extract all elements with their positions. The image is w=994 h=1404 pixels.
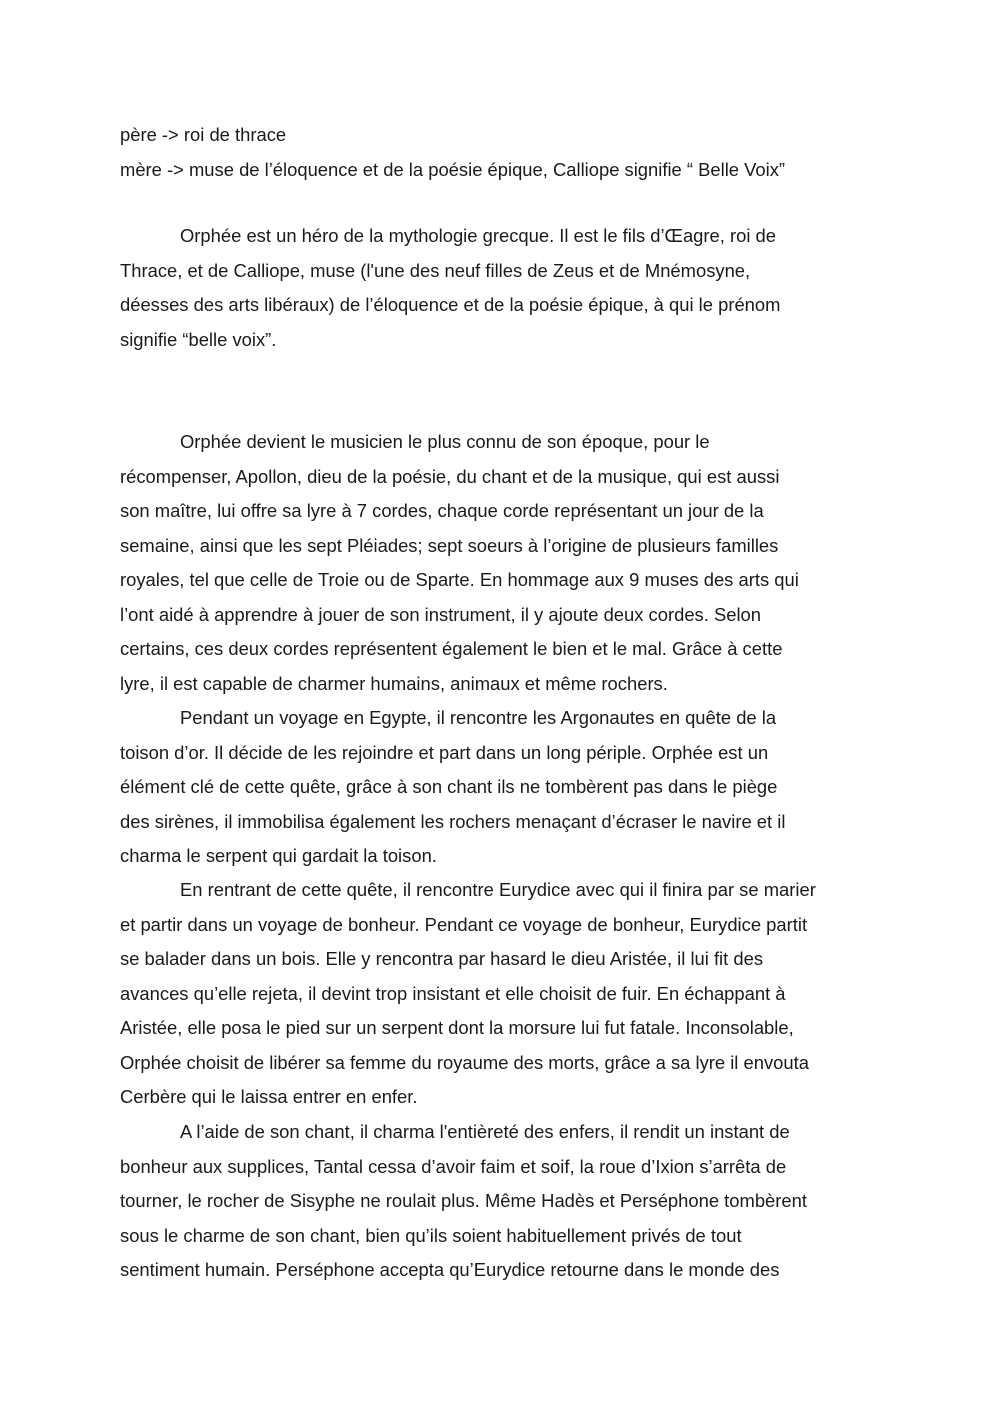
paragraph-line: avances qu’elle rejeta, il devint trop insistant et elle choisit de fuir. En échappant à bbox=[120, 982, 786, 1004]
paragraph-line: Cerbère qui le laissa entrer en enfer. bbox=[120, 1086, 418, 1107]
paragraph-intro bbox=[120, 219, 880, 357]
paragraph-line: semaine, ainsi que les sept Pléiades; sept soeurs à l’origine de plusieurs familles bbox=[120, 534, 779, 556]
paragraph-line: En rentrant de cette quête, il rencontre Eurydice avec qui il finira par se marier bbox=[180, 879, 816, 900]
paragraph-line: bonheur aux supplices, Tantal cessa d’avoir faim et soif, la roue d’Ixion s’arrêta de bbox=[120, 1155, 787, 1177]
paragraph-lyre bbox=[120, 425, 880, 701]
paragraph-argonauts bbox=[120, 701, 880, 874]
note-line-father: père -> roi de thrace bbox=[120, 124, 287, 145]
paragraph-underworld bbox=[120, 1115, 880, 1288]
paragraph-line: Orphée est un héro de la mythologie grecque. Il est le fils d’Œagre, roi de bbox=[180, 225, 776, 246]
paragraph-line: Pendant un voyage en Egypte, il rencontre les Argonautes en quête de la bbox=[180, 707, 777, 728]
paragraph-line: lyre, il est capable de charmer humains, animaux et même rochers. bbox=[120, 672, 668, 694]
paragraph-line: déesses des arts libéraux) de l’éloquence et de la poésie épique, à qui le prénom bbox=[120, 294, 781, 315]
paragraph-line: signifie “belle voix”. bbox=[120, 328, 277, 350]
notes-block bbox=[120, 118, 920, 187]
paragraph-line: Orphée devient le musicien le plus connu de son époque, pour le bbox=[180, 431, 710, 452]
paragraph-line: se balader dans un bois. Elle y rencontra par hasard le dieu Aristée, il lui fit des bbox=[120, 948, 764, 969]
paragraph-line: Thrace, et de Calliope, muse (l'une des neuf filles de Zeus et de Mnémosyne, bbox=[120, 259, 751, 281]
paragraph-line: sentiment humain. Perséphone accepta qu’Eurydice retourne dans le monde des bbox=[120, 1259, 780, 1280]
paragraph-line: toison d’or. Il décide de les rejoindre et part dans un long périple. Orphée est un bbox=[120, 741, 769, 763]
paragraph-eurydice bbox=[120, 873, 880, 1115]
paragraph-line: et partir dans un voyage de bonheur. Pendant ce voyage de bonheur, Eurydice partit bbox=[120, 913, 808, 935]
note-line-mother: mère -> muse de l’éloquence et de la poésie épique, Calliope signifie “ Belle Voix” bbox=[120, 158, 786, 180]
paragraph-line: élément clé de cette quête, grâce à son chant ils ne tombèrent pas dans le piège bbox=[120, 776, 778, 797]
paragraph-line: charma le serpent qui gardait la toison. bbox=[120, 845, 437, 866]
paragraph-line: A l’aide de son chant, il charma l'entièreté des enfers, il rendit un instant de bbox=[180, 1121, 790, 1142]
paragraph-line: des sirènes, il immobilisa également les rochers menaçant d’écraser le navire et il bbox=[120, 810, 786, 832]
paragraph-line: Aristée, elle posa le pied sur un serpent dont la morsure lui fut fatale. Inconsolable, bbox=[120, 1017, 794, 1038]
paragraph-line: Orphée choisit de libérer sa femme du royaume des morts, grâce a sa lyre il envouta bbox=[120, 1051, 809, 1073]
paragraph-line: tourner, le rocher de Sisyphe ne roulait plus. Même Hadès et Perséphone tombèrent bbox=[120, 1190, 807, 1211]
paragraph-line: royales, tel que celle de Troie ou de Sparte. En hommage aux 9 muses des arts qui bbox=[120, 569, 799, 590]
paragraph-line: l’ont aidé à apprendre à jouer de son instrument, il y ajoute deux cordes. Selon bbox=[120, 603, 762, 625]
paragraph-line: sous le charme de son chant, bien qu’ils soient habituellement privés de tout bbox=[120, 1224, 742, 1246]
paragraph-line: récompenser, Apollon, dieu de la poésie, du chant et de la musique, qui est aussi bbox=[120, 465, 780, 487]
paragraph-line: certains, ces deux cordes représentent également le bien et le mal. Grâce à cette bbox=[120, 638, 783, 659]
paragraph-line: son maître, lui offre sa lyre à 7 cordes, chaque corde représentant un jour de la bbox=[120, 500, 764, 521]
